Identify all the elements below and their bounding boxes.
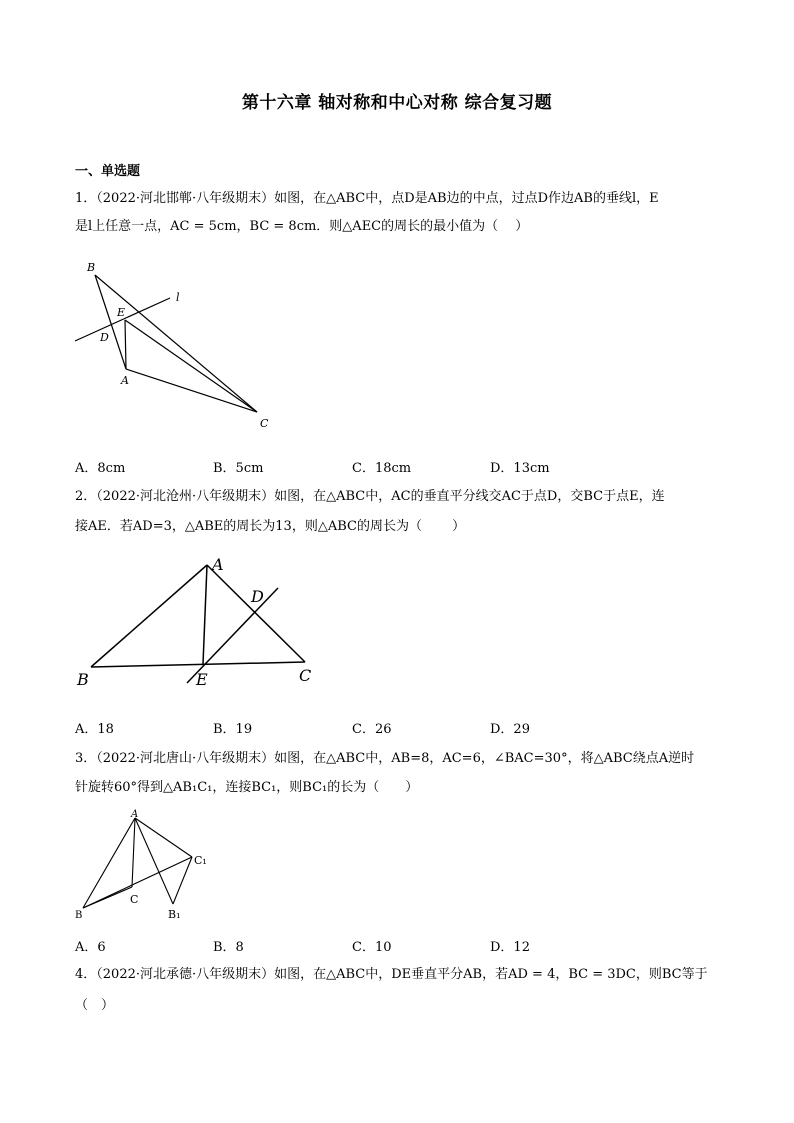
q3-label-A: A (131, 809, 139, 820)
q3-option-d[interactable]: D．12 (490, 940, 530, 955)
q1-option-c[interactable]: C．18cm (352, 461, 412, 476)
q1-text-line2: 是l上任意一点，AC = 5cm，BC = 8cm．则△AEC的周长的最小值为（ ） (75, 219, 529, 234)
q3-option-c[interactable]: C．10 (352, 940, 392, 955)
q2-label-B: B (77, 670, 89, 689)
q3-option-b[interactable]: B．8 (213, 940, 244, 955)
q1-label-B: B (87, 261, 96, 274)
q1-label-A: A (121, 374, 129, 387)
q1-label-l: l (176, 291, 180, 304)
q1-option-b[interactable]: B．5cm (213, 461, 264, 476)
q2-text-line1: 2．（2022·河北沧州·八年级期末）如图，在△ABC中，AC的垂直平分线交AC于点D，交BC于点E，连 (75, 489, 665, 504)
q2-label-D: D (251, 587, 264, 606)
q1-label-D: D (100, 331, 109, 344)
q3-text-line2: 针旋转60°得到△AB₁C₁，连接BC₁，则BC₁的长为（ ） (75, 780, 419, 795)
q1-label-C: C (260, 417, 269, 430)
q3-label-B: B (75, 910, 83, 921)
q1-option-d[interactable]: D．13cm (490, 461, 550, 476)
q3-figure (70, 805, 230, 925)
q1-label-E: E (117, 306, 126, 319)
q4-text-line1: 4．（2022·河北承德·八年级期末）如图，在△ABC中，DE垂直平分AB，若AD = 4，BC = 3DC，则BC等于 (75, 967, 708, 982)
q2-figure (70, 550, 330, 695)
q2-option-a[interactable]: A．18 (75, 722, 114, 737)
q1-option-a[interactable]: A．8cm (75, 461, 126, 476)
q3-option-a[interactable]: A．6 (75, 940, 106, 955)
q1-figure (70, 255, 290, 440)
q3-label-C1: C₁ (194, 854, 207, 867)
q2-label-C: C (299, 666, 312, 685)
page-title: 第十六章 轴对称和中心对称 综合复习题 (241, 93, 553, 113)
q2-option-b[interactable]: B．19 (213, 722, 253, 737)
q2-label-E: E (196, 670, 208, 689)
q2-option-c[interactable]: C．26 (352, 722, 392, 737)
q3-text-line1: 3．（2022·河北唐山·八年级期末）如图，在△ABC中，AB=8，AC=6，∠BAC=30°，将△ABC绕点A逆时 (75, 751, 695, 766)
q2-text-line2: 接AE．若AD=3，△ABE的周长为13，则△ABC的周长为（ ） (75, 519, 466, 534)
q3-label-C: C (130, 893, 139, 906)
q2-option-d[interactable]: D．29 (490, 722, 530, 737)
q3-label-B1: B₁ (168, 908, 181, 921)
q4-text-line2: （ ） (75, 998, 115, 1013)
q1-text-line1: 1．（2022·河北邯郸·八年级期末）如图，在△ABC中，点D是AB边的中点，过点D作边AB的垂线l，E (75, 191, 659, 206)
q2-label-A: A (212, 555, 224, 574)
section-heading: 一、单选题 (75, 164, 141, 179)
